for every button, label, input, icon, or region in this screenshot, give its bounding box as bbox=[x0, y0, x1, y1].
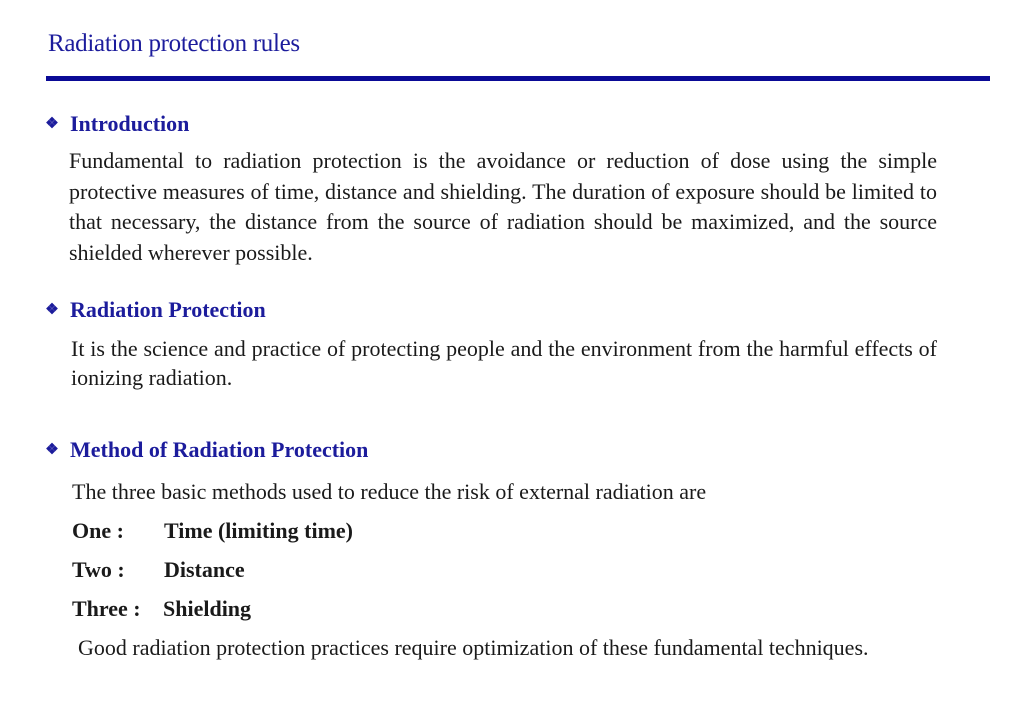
method-row-three bbox=[72, 596, 942, 622]
section-heading-label: Introduction bbox=[70, 111, 190, 136]
section-body: Fundamental to radiation protection is the avoidance or reduction of dose using the simple protective measures of time, distance and shielding. The duration of exposure should be limited to that necessary, the distance from the source of radiation should be maximized, and the source shielded wherever possible. bbox=[69, 148, 937, 265]
section-heading bbox=[42, 297, 942, 323]
method-number: One : bbox=[72, 518, 124, 543]
method-name: Time (limiting time) bbox=[164, 518, 353, 543]
closing-statement: Good radiation protection practices require optimization of these fundamental techniques. bbox=[78, 635, 869, 660]
diamond-bullet-icon: ❖ bbox=[45, 302, 59, 318]
section-introduction bbox=[42, 111, 942, 268]
section-heading-label: Radiation Protection bbox=[70, 297, 266, 322]
diamond-bullet-icon: ❖ bbox=[45, 116, 59, 132]
section-heading bbox=[42, 111, 942, 137]
method-intro: The three basic methods used to reduce the risk of external radiation are bbox=[72, 479, 707, 504]
section-method bbox=[42, 437, 942, 661]
diamond-bullet-icon: ❖ bbox=[45, 442, 59, 458]
title-divider bbox=[46, 76, 990, 81]
slide-title: Radiation protection rules bbox=[48, 30, 300, 57]
method-number: Three : bbox=[72, 596, 141, 621]
section-heading bbox=[42, 437, 942, 463]
section-radiation-protection bbox=[42, 297, 942, 392]
method-row-one bbox=[72, 518, 942, 544]
method-name: Distance bbox=[164, 557, 245, 582]
method-number: Two : bbox=[72, 557, 125, 582]
method-row-two bbox=[72, 557, 942, 583]
method-name: Shielding bbox=[163, 596, 252, 621]
section-heading-label: Method of Radiation Protection bbox=[70, 437, 369, 462]
section-body: It is the science and practice of protecting people and the environment from the harmful effects of ionizing radiation. bbox=[71, 336, 937, 390]
